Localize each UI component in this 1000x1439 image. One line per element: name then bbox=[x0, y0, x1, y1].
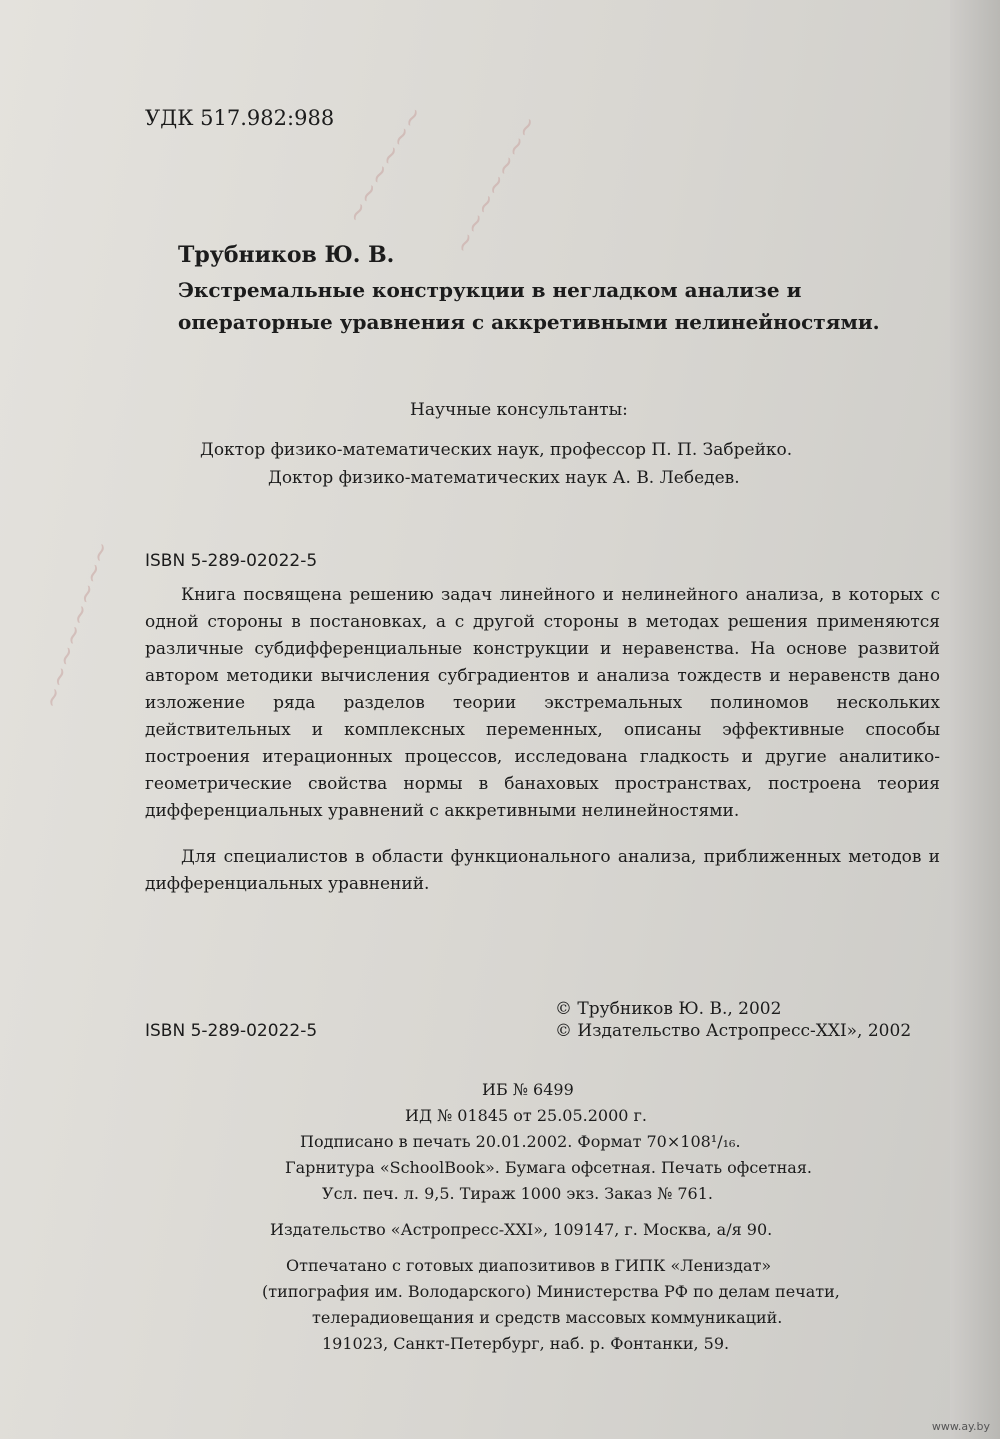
site-watermark: www.ay.by bbox=[931, 1420, 990, 1433]
imprint-printed-3: телерадиовещания и средств массовых коммуникаций. bbox=[312, 1308, 783, 1327]
isbn-bottom: ISBN 5-289-02022-5 bbox=[145, 1021, 318, 1041]
book-author: Трубников Ю. В. bbox=[178, 242, 395, 268]
imprint-printed-1: Отпечатано с готовых диапозитивов в ГИПК «Лениздат» bbox=[286, 1256, 772, 1275]
imprint-printed-2: (типография им. Володарского) Министерства РФ по делам печати, bbox=[262, 1282, 840, 1301]
book-title-line-2: операторные уравнения с аккретивными нелинейностями. bbox=[178, 310, 880, 334]
page-spine-edge bbox=[950, 0, 1000, 1439]
imprint-font: Гарнитура «SchoolBook». Бумага офсетная. Печать офсетная. bbox=[285, 1158, 812, 1177]
imprint-ib: ИБ № 6499 bbox=[482, 1080, 574, 1099]
imprint-id: ИД № 01845 от 25.05.2000 г. bbox=[405, 1106, 647, 1125]
consultants-heading: Научные консультанты: bbox=[410, 400, 628, 420]
consultant-2: Доктор физико-математических наук А. В. Лебедев. bbox=[268, 468, 740, 488]
target-audience: Для специалистов в области функционального анализа, приближенных методов и дифференциальных уравнений. bbox=[145, 847, 940, 894]
copyright-author: © Трубников Ю. В., 2002 bbox=[555, 999, 782, 1019]
book-title-line-1: Экстремальные конструкции в негладком анализе и bbox=[178, 278, 802, 302]
pencil-inscription: ~~~~~~~ bbox=[447, 110, 546, 260]
imprint-signed: Подписано в печать 20.01.2002. Формат 70×108¹/₁₆. bbox=[300, 1132, 741, 1151]
pencil-inscription: ~~~~~~~~ bbox=[35, 537, 119, 713]
udk-code: УДК 517.982:988 bbox=[145, 106, 335, 130]
imprint-printed-4: 191023, Санкт-Петербург, наб. р. Фонтанки, 59. bbox=[322, 1334, 730, 1353]
copyright-publisher: © Издательство Астропресс-XXI», 2002 bbox=[555, 1021, 912, 1041]
imprint-publisher: Издательство «Астропресс-XXI», 109147, г. Москва, а/я 90. bbox=[270, 1220, 773, 1239]
book-abstract: Книга посвящена решению задач линейного и нелинейного анализа, в которых с одной стороны в постановках, а с другой стороны в методах решения применяются различные субдифференциальные конструкции и неравенства. На основе развитой автором методики вычисления субградиентов и анализа тождеств и неравенств дано изложение ряда разделов теории экстремальных полиномов нескольких действительных и комплексных переменных, описаны эффективные способы построения итерационных процессов, исследована гладкость и другие аналитико-геометрические свойства нормы в банаховых пространствах, построена теория дифференциальных уравнений с аккретивными нелинейностями. bbox=[145, 585, 940, 821]
isbn-top: ISBN 5-289-02022-5 bbox=[145, 551, 318, 571]
consultant-1: Доктор физико-математических наук, профессор П. П. Забрейко. bbox=[200, 440, 793, 460]
imprint-run: Усл. печ. л. 9,5. Тираж 1000 экз. Заказ № 761. bbox=[322, 1184, 713, 1203]
pencil-inscription: ~~~~~~ bbox=[339, 100, 432, 230]
